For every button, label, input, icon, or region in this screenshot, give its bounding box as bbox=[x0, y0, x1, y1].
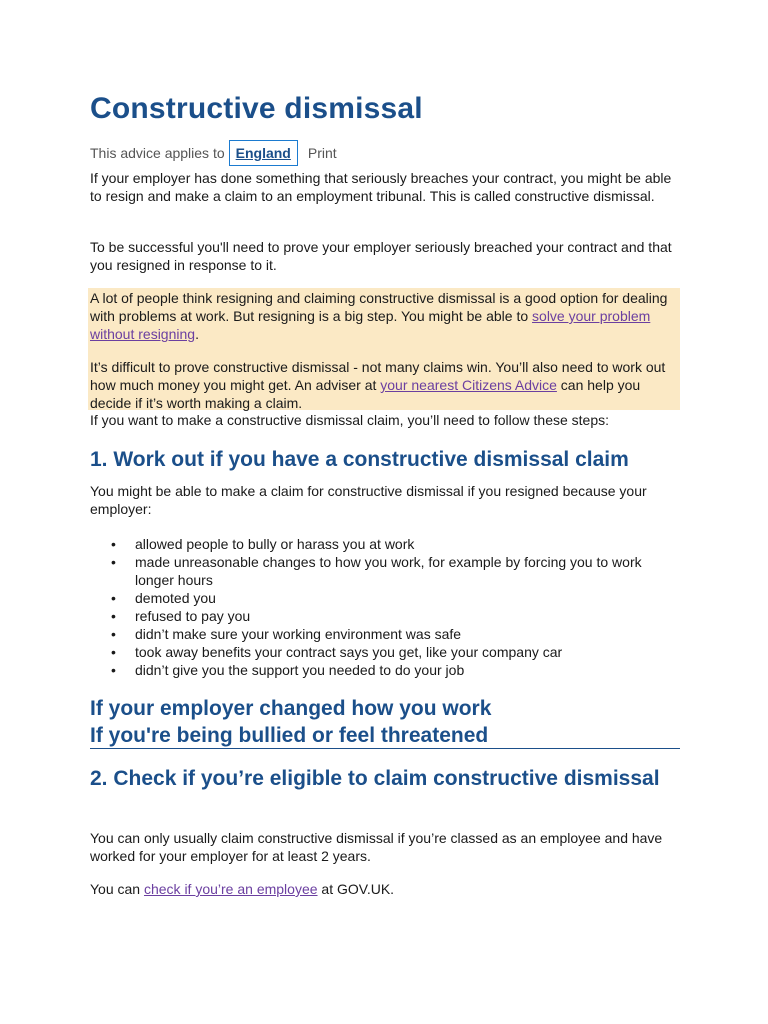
related-link-bullied[interactable]: If you're being bullied or feel threatened bbox=[90, 724, 489, 747]
section-1-heading: 1. Work out if you have a constructive dismissal claim bbox=[90, 448, 629, 471]
check-if-employee-link[interactable]: check if you’re an employee bbox=[143, 881, 318, 897]
callout-text: can help you decide if it’s worth making a claim. bbox=[90, 377, 641, 411]
callout-paragraph-1 bbox=[90, 289, 668, 343]
list-item: • refused to pay you bbox=[90, 607, 680, 625]
nearest-citizens-advice-link[interactable]: your nearest Citizens Advice bbox=[380, 377, 557, 393]
section-2-text: at GOV.UK. bbox=[317, 881, 395, 897]
applies-to-bar bbox=[90, 140, 337, 166]
section-divider bbox=[90, 748, 680, 749]
callout-text: . bbox=[195, 326, 199, 342]
region-england-link[interactable]: England bbox=[229, 140, 298, 166]
callout-text: It’s difficult to prove constructive dismissal - not many claims win. You’ll also need to work out how much money you might get. An adviser at bbox=[90, 359, 666, 393]
section-1-intro: You might be able to make a claim for constructive dismissal if you resigned because your employer: bbox=[90, 483, 647, 517]
related-link-employer-changed[interactable]: If your employer changed how you work bbox=[90, 697, 492, 720]
callout-text: A lot of people think resigning and claiming constructive dismissal is a good option for dealing with problems at work. But resigning is a big step. You might be able to bbox=[90, 290, 668, 324]
section-2-text: You can bbox=[90, 881, 144, 897]
reasons-list bbox=[90, 535, 680, 679]
list-item: • made unreasonable changes to how you work, for example by forcing you to work longer hours bbox=[90, 553, 680, 589]
list-item: • allowed people to bully or harass you at work bbox=[90, 535, 680, 553]
section-2-paragraph-2 bbox=[90, 880, 680, 898]
section-2-heading: 2. Check if you’re eligible to claim constructive dismissal bbox=[90, 767, 660, 790]
callout-paragraph-2 bbox=[90, 358, 668, 412]
intro-paragraph-1: If your employer has done something that seriously breaches your contract, you might be able to resign and make a claim to an employment tribunal. This is called constructive dismissal. bbox=[90, 170, 672, 204]
list-item: • didn’t give you the support you needed to do your job bbox=[90, 661, 680, 679]
applies-to-label: This advice applies to bbox=[90, 145, 225, 161]
section-2-paragraph-1: You can only usually claim constructive dismissal if you’re classed as an employee and have worked for your employer for at least 2 years. bbox=[90, 830, 663, 864]
warning-callout bbox=[88, 288, 680, 410]
intro-paragraph-2: To be successful you'll need to prove your employer seriously breached your contract and that you resigned in response to it. bbox=[90, 239, 672, 273]
print-link[interactable]: Print bbox=[307, 145, 337, 161]
solve-without-resigning-link[interactable]: solve your problem without resigning bbox=[90, 308, 651, 342]
list-item: • took away benefits your contract says you get, like your company car bbox=[90, 643, 680, 661]
list-item: • demoted you bbox=[90, 589, 680, 607]
steps-intro: If you want to make a constructive dismissal claim, you’ll need to follow these steps: bbox=[90, 412, 610, 428]
list-item: • didn’t make sure your working environment was safe bbox=[90, 625, 680, 643]
page-title: Constructive dismissal bbox=[90, 92, 423, 125]
